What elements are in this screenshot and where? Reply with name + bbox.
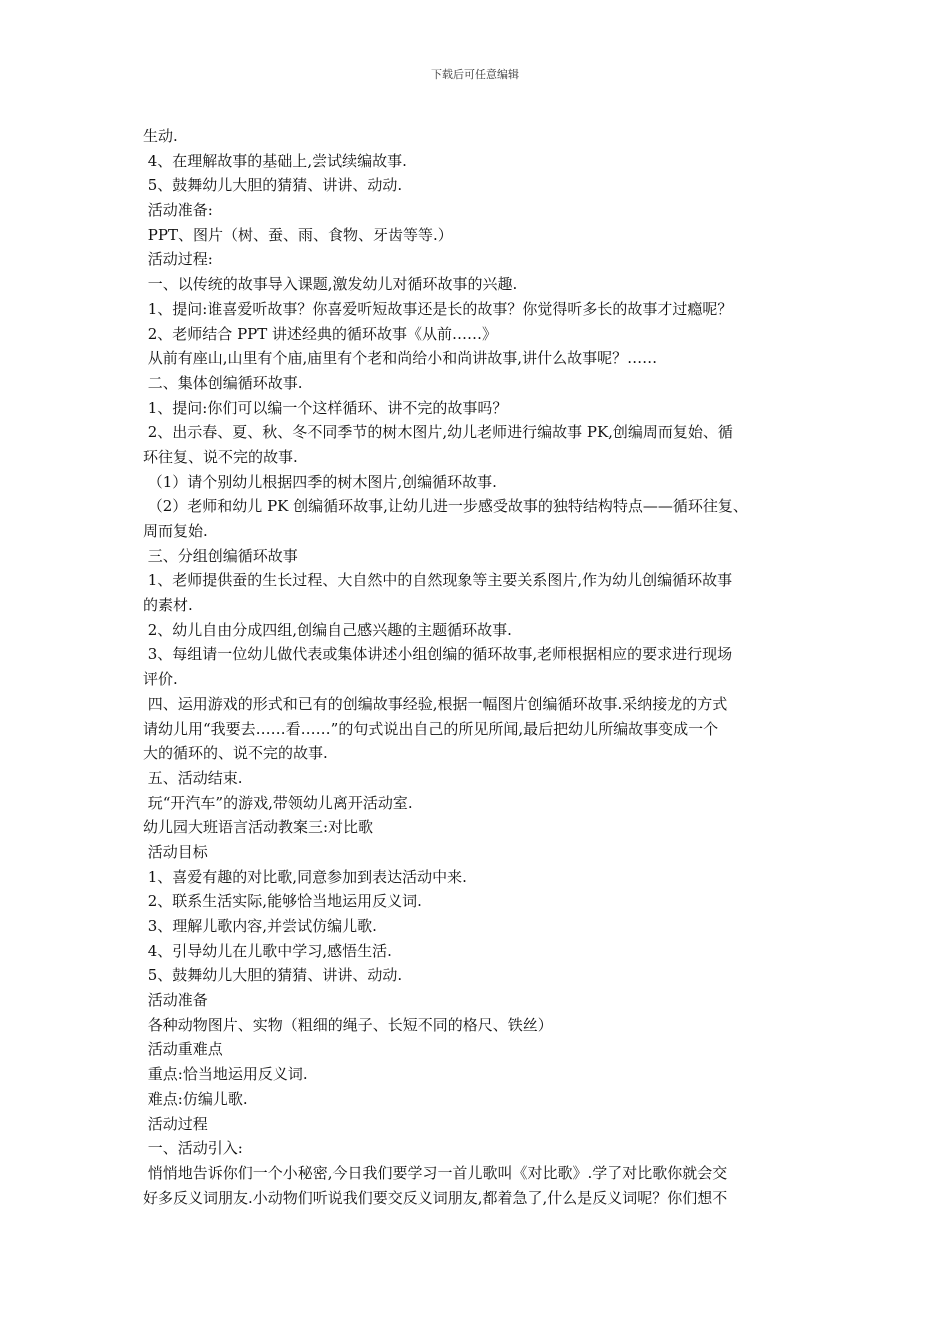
- text-line: 活动过程: [143, 1114, 208, 1133]
- text-line: 2、出示春、夏、秋、冬不同季节的树木图片,幼儿老师进行编故事 PK,创编周而复始、循: [143, 423, 733, 442]
- page-header: 下载后可任意编辑: [431, 68, 519, 81]
- text-line: 5、鼓舞幼儿大胆的猜猜、讲讲、动动.: [143, 966, 403, 985]
- text-line: 4、在理解故事的基础上,尝试续编故事.: [143, 151, 407, 170]
- text-line: 玩“开汽车”的游戏,带领幼儿离开活动室.: [143, 793, 413, 812]
- text-line: 重点:恰当地运用反义词.: [143, 1065, 308, 1084]
- text-line: 的素材.: [143, 596, 193, 615]
- text-line: 大的循环的、说不完的故事.: [143, 744, 328, 763]
- text-line: 一、以传统的故事导入课题,激发幼儿对循环故事的兴趣.: [143, 275, 518, 294]
- text-line: （1）请个别幼儿根据四季的树木图片,创编循环故事.: [143, 472, 497, 491]
- text-line: PPT、图片（树、蚕、雨、食物、牙齿等等.）: [143, 225, 453, 244]
- text-line: 悄悄地告诉你们一个小秘密,今日我们要学习一首儿歌叫《对比歌》.学了对比歌你就会交: [143, 1163, 728, 1182]
- text-line: 1、喜爱有趣的对比歌,同意参加到表达活动中来.: [143, 867, 467, 886]
- text-line: 环往复、说不完的故事.: [143, 447, 298, 466]
- text-line: 难点:仿编儿歌.: [143, 1089, 248, 1108]
- text-line: 一、活动引入:: [143, 1139, 243, 1158]
- text-line: 1、提问:你们可以编一个这样循环、讲不完的故事吗？: [143, 398, 508, 417]
- text-line: 幼儿园大班语言活动教案三:对比歌: [143, 818, 374, 837]
- text-line: 请幼儿用“我要去……看……”的句式说出自己的所见所闻,最后把幼儿所编故事变成一个: [143, 719, 719, 738]
- text-line: 3、理解儿歌内容,并尝试仿编儿歌.: [143, 917, 377, 935]
- text-line: 各种动物图片、实物（粗细的绳子、长短不同的格尺、铁丝）: [143, 1015, 553, 1034]
- text-line: 四、运用游戏的形式和已有的创编故事经验,根据一幅图片创编循环故事.采纳接龙的方式: [143, 694, 728, 713]
- text-line: 1、提问:谁喜爱听故事？你喜爱听短故事还是长的故事？你觉得听多长的故事才过瘾呢？: [143, 299, 733, 318]
- text-line: 生动.: [143, 127, 178, 145]
- text-line: 2、联系生活实际,能够恰当地运用反义词.: [143, 892, 422, 911]
- text-line: 从前有座山,山里有个庙,庙里有个老和尚给小和尚讲故事,讲什么故事呢？……: [143, 349, 658, 368]
- text-line: 好多反义词朋友.小动物们听说我们要交反义词朋友,都着急了,什么是反义词呢？你们想不: [143, 1188, 728, 1207]
- text-line: 活动过程:: [143, 250, 213, 269]
- text-line: 评价.: [143, 670, 178, 689]
- text-line: 二、集体创编循环故事.: [143, 373, 303, 392]
- text-line: 三、分组创编循环故事: [143, 546, 298, 565]
- text-line: 5、鼓舞幼儿大胆的猜猜、讲讲、动动.: [143, 176, 403, 195]
- text-line: 4、引导幼儿在儿歌中学习,感悟生活.: [143, 941, 392, 960]
- text-line: 3、每组请一位幼儿做代表或集体讲述小组创编的循环故事,老师根据相应的要求进行现场: [143, 645, 733, 664]
- text-line: 活动准备:: [143, 201, 213, 220]
- text-line: 2、幼儿自由分成四组,创编自己感兴趣的主题循环故事.: [143, 620, 512, 639]
- text-line: 活动重难点: [143, 1040, 223, 1059]
- text-line: 2、老师结合 PPT 讲述经典的循环故事《从前……》: [143, 324, 498, 343]
- text-line: （2）老师和幼儿 PK 创编循环故事,让幼儿进一步感受故事的独特结构特点——循环往复、: [143, 497, 748, 516]
- text-line: 活动准备: [143, 991, 208, 1010]
- text-line: 周而复始.: [143, 522, 208, 540]
- text-line: 1、老师提供蚕的生长过程、大自然中的自然现象等主要关系图片,作为幼儿创编循环故事: [143, 571, 733, 590]
- text-line: 五、活动结束.: [143, 768, 243, 787]
- document-body: [143, 124, 823, 1210]
- text-line: 活动目标: [143, 842, 208, 861]
